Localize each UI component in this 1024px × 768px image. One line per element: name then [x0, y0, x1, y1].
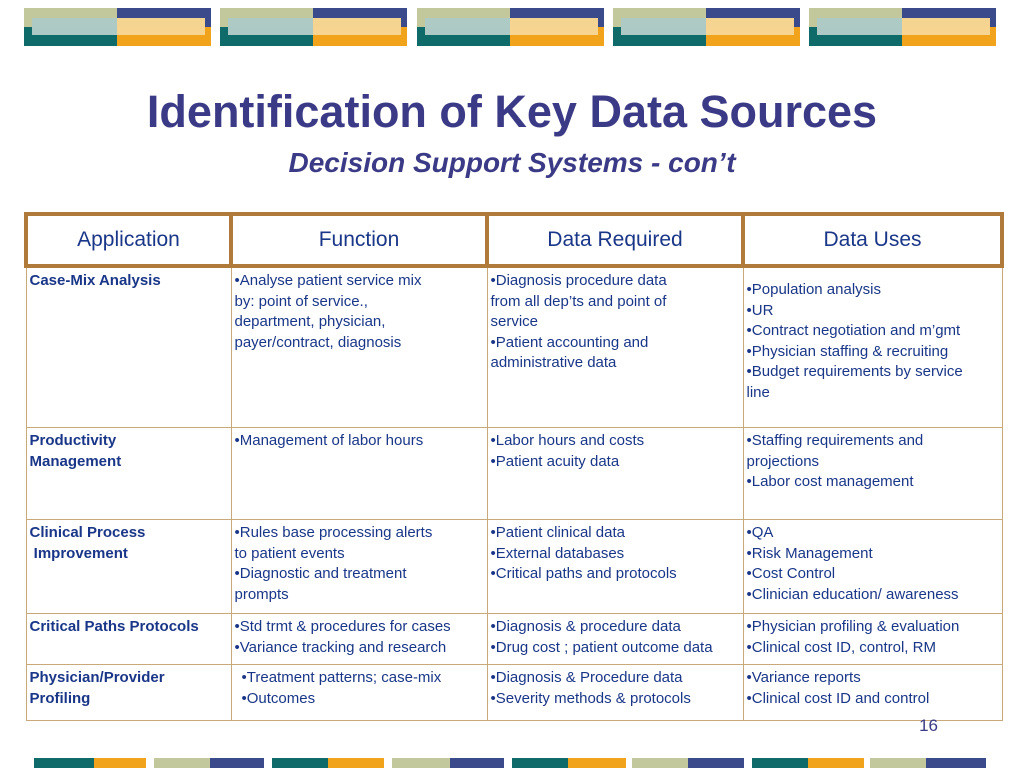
cell-line: •UR: [746, 301, 774, 319]
footer-block: [154, 758, 210, 768]
data-required-cell: [487, 428, 743, 520]
cell-line: from all dep’ts and point of: [490, 292, 667, 310]
cell-line: Profiling: [29, 689, 91, 707]
cell-line: •Diagnostic and treatment: [234, 565, 407, 582]
cell-line: •Population analysis: [746, 281, 882, 298]
data-sources-table: [24, 212, 1000, 721]
footer-block: [926, 758, 986, 768]
function-cell: [231, 266, 487, 428]
header-data-required: Data Required: [487, 214, 743, 266]
cell-line: •Diagnosis & Procedure data: [490, 669, 683, 686]
data-uses-cell: [743, 520, 1002, 614]
function-cell: [231, 665, 487, 721]
footer-block: [512, 758, 568, 768]
cell-line: •Variance tracking and research: [234, 638, 447, 656]
application-cell: [26, 665, 231, 721]
cell-line: •Contract negotiation and m’gmt: [746, 322, 961, 339]
footer-block: [210, 758, 264, 768]
function-cell: [231, 428, 487, 520]
footer-block: [632, 758, 688, 768]
function-cell: [231, 520, 487, 614]
application-cell: [26, 520, 231, 614]
cell-line: •Physician profiling & evaluation: [746, 618, 960, 635]
page-number: 16: [919, 716, 938, 735]
cell-line: •Variance reports: [746, 669, 861, 686]
header-block: [417, 8, 604, 46]
cell-line: •Patient clinical data: [490, 524, 625, 541]
cell-line: •Staffing requirements and: [746, 432, 924, 449]
footer-block: [688, 758, 744, 768]
data-uses-cell: [743, 614, 1002, 665]
cell-line: •Severity methods & protocols: [490, 689, 691, 707]
cell-line: •Labor cost management: [746, 473, 914, 490]
cell-line: •Cost Control: [746, 565, 836, 582]
table-row: [26, 428, 1002, 520]
cell-line: •Clinical cost ID and control: [746, 689, 930, 707]
cell-line: by: point of service.,: [234, 292, 368, 310]
cell-line: line: [746, 383, 770, 401]
application-cell: [26, 266, 231, 428]
cell-line: projections: [746, 452, 820, 470]
header-block: [24, 8, 211, 46]
cell-line: •Drug cost ; patient outcome data: [490, 638, 713, 656]
cell-line: to patient events: [234, 544, 345, 562]
cell-line: •Budget requirements by service: [746, 363, 963, 380]
cell-line: •Management of labor hours: [234, 432, 424, 449]
cell-line: •Treatment patterns; case-mix: [241, 669, 442, 686]
footer-block: [450, 758, 504, 768]
cell-line: •Std trmt & procedures for cases: [234, 618, 451, 635]
cell-line: •Outcomes: [241, 689, 316, 707]
cell-line: prompts: [234, 585, 289, 603]
table-row: [26, 665, 1002, 721]
cell-line: •Patient accounting and: [490, 333, 649, 351]
cell-line: Clinical Process: [29, 524, 146, 541]
data-required-cell: [487, 520, 743, 614]
header-block: [613, 8, 800, 46]
footer-block: [34, 758, 94, 768]
cell-line: •Clinician education/ awareness: [746, 585, 959, 603]
cell-line: Physician/Provider: [29, 669, 165, 686]
slide-title: Identification of Key Data Sources: [146, 86, 878, 137]
footer-block: [808, 758, 864, 768]
cell-line: •Physician staffing & recruiting: [746, 342, 949, 360]
footer-block: [752, 758, 808, 768]
footer-block: [94, 758, 146, 768]
footer-block: [328, 758, 384, 768]
cell-line: Improvement: [29, 544, 128, 562]
cell-line: administrative data: [490, 354, 617, 371]
header-function: Function: [231, 214, 487, 266]
cell-line: •Critical paths and protocols: [490, 565, 677, 582]
data-required-cell: [487, 266, 743, 428]
slide-subtitle: Decision Support Systems - con’t: [288, 147, 736, 178]
cell-line: •External databases: [490, 544, 625, 562]
header-data-uses: Data Uses: [743, 214, 1002, 266]
header-application: Application: [26, 214, 231, 266]
table-header-row: [26, 214, 1002, 266]
cell-line: department, physician,: [234, 313, 386, 330]
table-row: [26, 614, 1002, 665]
data-uses-cell: [743, 665, 1002, 721]
cell-line: •QA: [746, 524, 774, 541]
header-block: [809, 8, 996, 46]
cell-line: Critical Paths Protocols: [29, 618, 199, 635]
function-cell: [231, 614, 487, 665]
data-uses-cell: [743, 266, 1002, 428]
cell-line: Management: [29, 452, 122, 470]
cell-line: Productivity: [29, 432, 117, 449]
footer-block: [568, 758, 626, 768]
cell-line: service: [490, 313, 539, 330]
table-row: [26, 520, 1002, 614]
cell-line: •Diagnosis procedure data: [490, 272, 667, 289]
cell-line: •Patient acuity data: [490, 452, 620, 470]
header-block: [220, 8, 407, 46]
cell-line: •Risk Management: [746, 544, 873, 562]
cell-line: Case-Mix Analysis: [29, 272, 161, 289]
data-required-cell: [487, 665, 743, 721]
cell-line: payer/contract, diagnosis: [234, 333, 402, 351]
cell-line: •Clinical cost ID, control, RM: [746, 638, 936, 656]
data-uses-cell: [743, 428, 1002, 520]
footer-block: [870, 758, 926, 768]
table-row: [26, 266, 1002, 428]
footer-block: [392, 758, 450, 768]
application-cell: [26, 428, 231, 520]
cell-line: •Diagnosis & procedure data: [490, 618, 681, 635]
cell-line: •Rules base processing alerts: [234, 524, 433, 541]
application-cell: [26, 614, 231, 665]
data-required-cell: [487, 614, 743, 665]
cell-line: •Analyse patient service mix: [234, 272, 422, 289]
cell-line: •Labor hours and costs: [490, 432, 645, 449]
footer-block: [272, 758, 328, 768]
